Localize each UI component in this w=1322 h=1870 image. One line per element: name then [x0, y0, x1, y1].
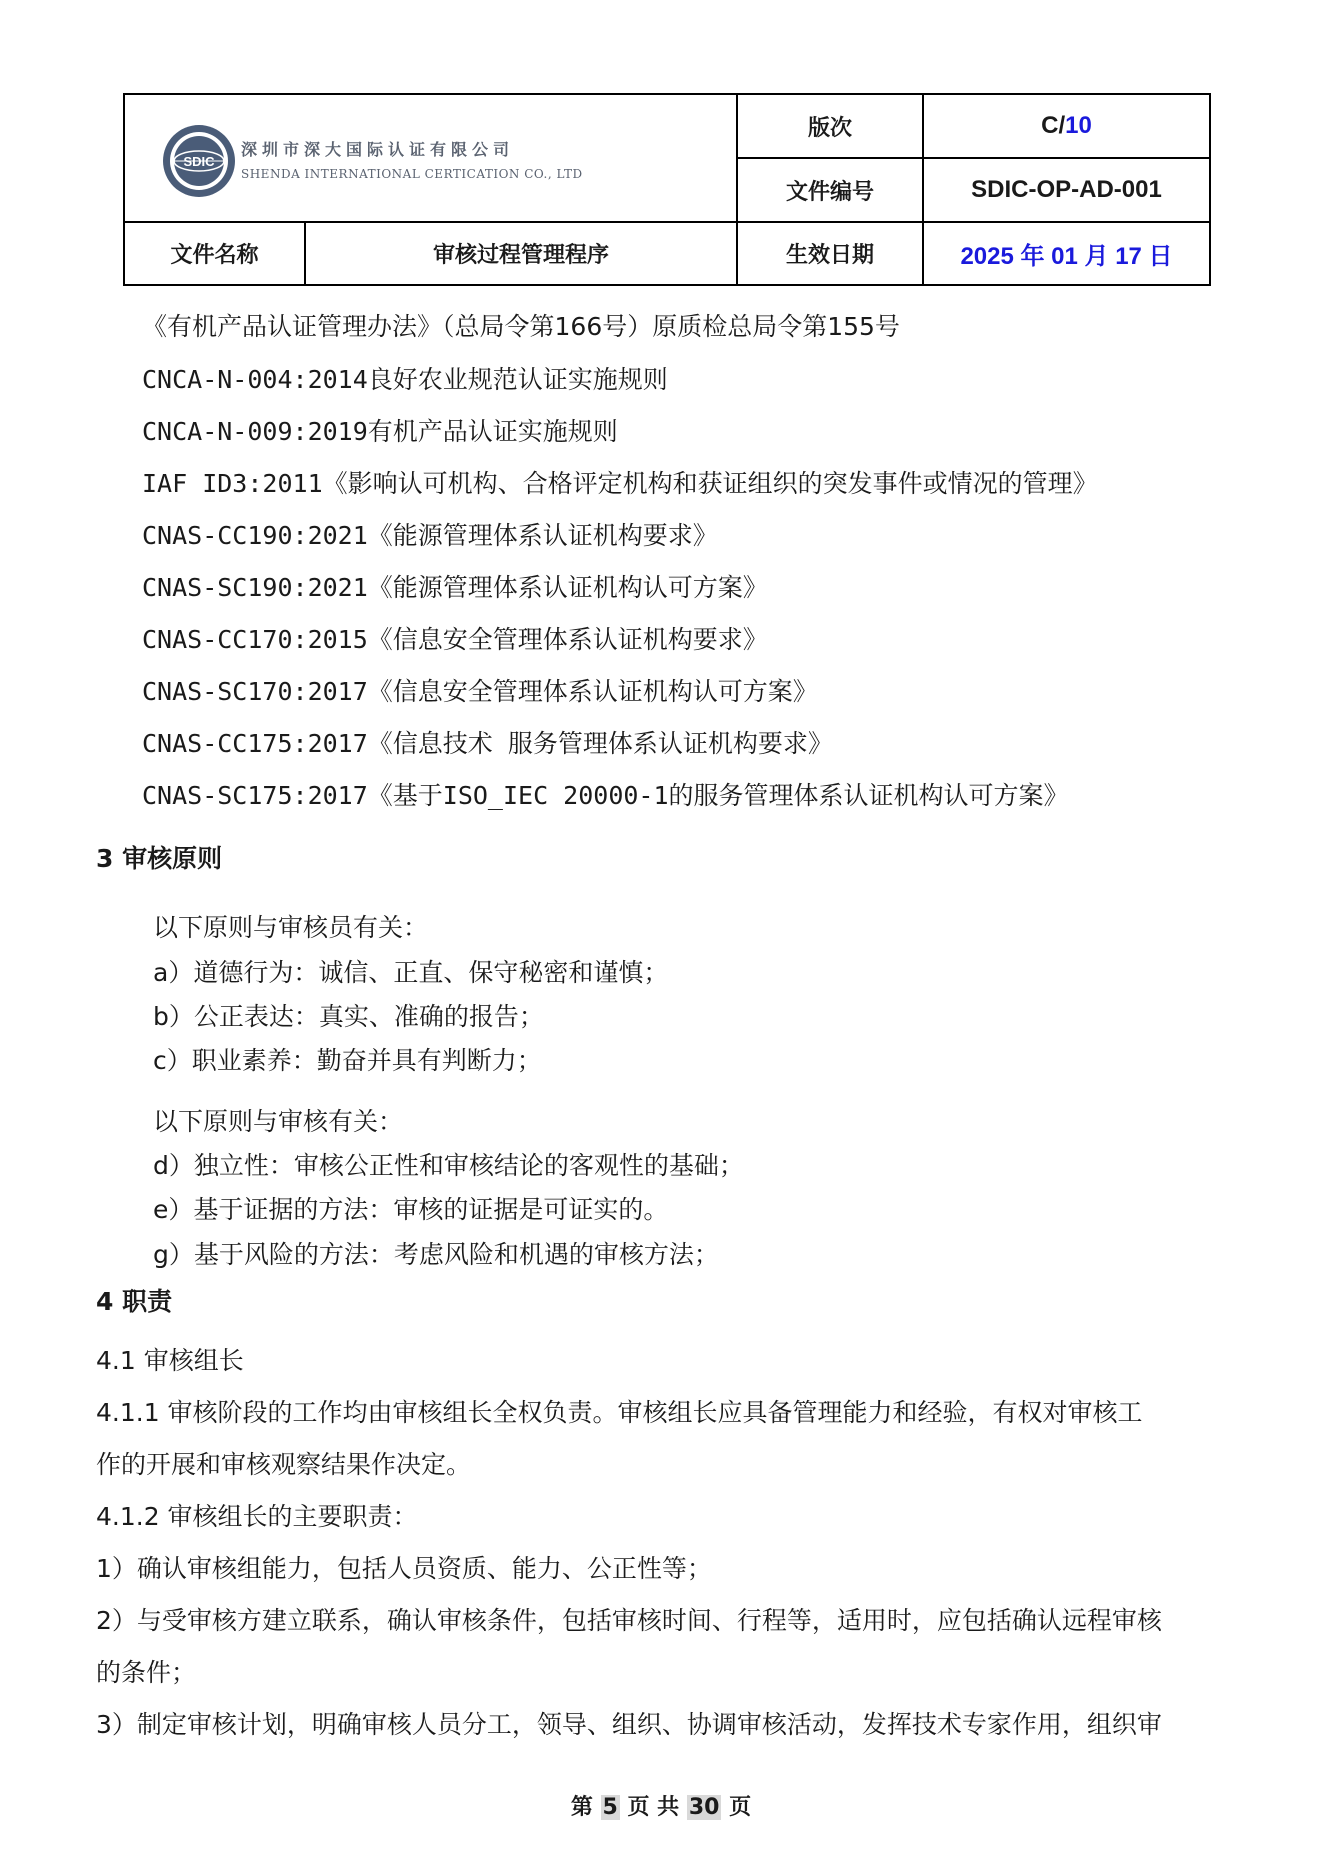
audit-principles-intro: 以下原则与审核有关： [153, 1107, 404, 1136]
reference-item: CNAS-CC175:2017《信息技术 服务管理体系认证机构要求》 [142, 729, 833, 758]
reference-item: CNCA-N-004:2014良好农业规范认证实施规则 [142, 365, 668, 394]
paragraph-4-1-1: 4.1.1 审核阶段的工作均由审核组长全权负责。审核组长应具备管理能力和经验，有权对审核工 [96, 1398, 1143, 1427]
principle-item: c）职业素养：勤奋并具有判断力； [153, 1046, 542, 1075]
document-header-table [123, 93, 1211, 286]
edition-prefix: C/ [1041, 112, 1066, 139]
page-number-footer [0, 1790, 1322, 1821]
principle-item: g）基于风险的方法：考虑风险和机遇的审核方法； [153, 1240, 719, 1269]
edition-number: 10 [1065, 112, 1092, 139]
company-logo [161, 123, 601, 199]
reference-item: CNAS-CC190:2021《能源管理体系认证机构要求》 [142, 521, 718, 550]
effective-date-label: 生效日期 [737, 222, 923, 285]
duty-item: 2）与受审核方建立联系，确认审核条件，包括审核时间、行程等，适用时，应包括确认远程审核 [96, 1606, 1162, 1635]
principle-item: e）基于证据的方法：审核的证据是可证实的。 [153, 1195, 669, 1224]
reference-item: IAF ID3:2011《影响认可机构、合格评定机构和获证组织的突发事件或情况的管理》 [142, 469, 1098, 498]
reference-item: 《有机产品认证管理办法》（总局令第166号）原质检总局令第155号 [142, 312, 900, 341]
principle-item: a）道德行为：诚信、正直、保守秘密和谨慎； [153, 958, 669, 987]
reference-item: CNAS-CC170:2015《信息安全管理体系认证机构要求》 [142, 625, 768, 654]
footer-suffix: 页 [721, 1795, 752, 1820]
company-name-en: SHENDA INTERNATIONAL CERTICATION CO., LTD [241, 167, 583, 181]
section-3-heading: 3 审核原则 [96, 844, 223, 873]
section-4-heading: 4 职责 [96, 1287, 173, 1316]
doc-number-value: SDIC-OP-AD-001 [923, 158, 1210, 222]
subsection-4-1-2: 4.1.2 审核组长的主要职责： [96, 1502, 418, 1531]
duty-item: 3）制定审核计划，明确审核人员分工，领导、组织、协调审核活动，发挥技术专家作用，组织审 [96, 1710, 1162, 1739]
edition-value [923, 94, 1210, 158]
footer-prefix: 第 [570, 1795, 601, 1820]
effective-date-value: 2025 年 01 月 17 日 [923, 222, 1210, 285]
current-page-number: 5 [602, 1795, 618, 1820]
principle-item: d）独立性：审核公正性和审核结论的客观性的基础； [153, 1151, 744, 1180]
reference-item: CNCA-N-009:2019有机产品认证实施规则 [142, 417, 618, 446]
subsection-4-1: 4.1 审核组长 [96, 1346, 244, 1375]
duty-item-cont: 的条件； [96, 1658, 197, 1687]
total-page-count: 30 [688, 1795, 720, 1820]
reference-item: CNAS-SC175:2017《基于ISO_IEC 20000-1的服务管理体系认证机构认可方案》 [142, 781, 1069, 810]
doc-name-label: 文件名称 [124, 222, 305, 285]
duty-item: 1）确认审核组能力，包括人员资质、能力、公正性等； [96, 1554, 712, 1583]
paragraph-4-1-1-cont: 作的开展和审核观察结果作决定。 [96, 1450, 472, 1479]
reference-item: CNAS-SC170:2017《信息安全管理体系认证机构认可方案》 [142, 677, 818, 706]
company-logo-cell [124, 94, 737, 222]
doc-number-label: 文件编号 [737, 158, 923, 222]
company-name-cn: 深圳市深大国际认证有限公司 [241, 140, 515, 159]
seal-text: SDIC [183, 154, 215, 169]
edition-label: 版次 [737, 94, 923, 158]
reference-item: CNAS-SC190:2021《能源管理体系认证机构认可方案》 [142, 573, 768, 602]
doc-name-value: 审核过程管理程序 [305, 222, 737, 285]
auditor-principles-intro: 以下原则与审核员有关： [153, 913, 429, 942]
footer-middle: 页 共 [619, 1795, 687, 1820]
principle-item: b）公正表达：真实、准确的报告； [153, 1002, 544, 1031]
sdic-seal-icon [161, 123, 237, 199]
